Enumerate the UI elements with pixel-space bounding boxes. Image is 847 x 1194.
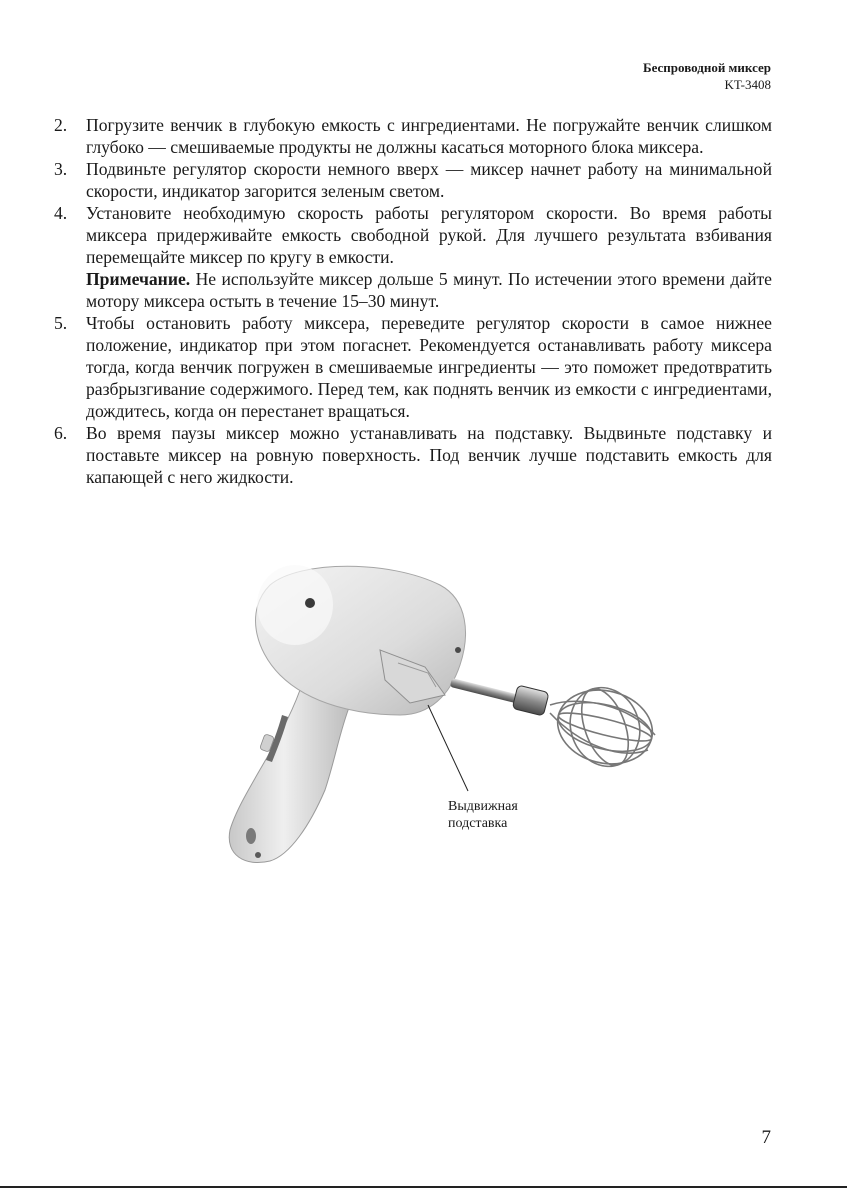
instruction-step	[54, 312, 772, 422]
stand-caption	[448, 798, 518, 832]
product-title: Беспроводной миксер	[643, 60, 771, 75]
note-text: Не используйте миксер дольше 5 минут. По истечении этого времени дайте мотору миксера остыть в течение 15–30 минут.	[86, 269, 772, 311]
document-header	[643, 59, 771, 93]
page-number: 7	[761, 1127, 771, 1148]
whisk-collar	[512, 685, 549, 716]
indicator-icon	[255, 852, 261, 858]
callout-line	[428, 705, 468, 791]
instruction-step	[54, 422, 772, 488]
instruction-step	[54, 114, 772, 158]
model-number: KT-3408	[724, 77, 771, 92]
vent-hole-icon	[305, 598, 315, 608]
mixer-illustration	[200, 555, 670, 875]
caption-line: Выдвижная	[448, 799, 518, 814]
step-number: 5.	[54, 313, 68, 333]
step-note	[86, 268, 772, 312]
step-text: Установите необходимую скорость работы регулятором скорости. Во время работы миксера придерживайте емкость свободной рукой. Для лучшего результата взбивания перемещайте миксер по кругу в емкости.	[86, 203, 772, 267]
whisk	[550, 678, 661, 776]
step-number: 2.	[54, 115, 68, 135]
hand-mixer-image	[200, 555, 670, 875]
caption-line: подставка	[448, 816, 508, 831]
instruction-list	[54, 114, 772, 488]
step-number: 6.	[54, 423, 68, 443]
note-label: Примечание.	[86, 269, 191, 289]
instruction-step	[54, 158, 772, 202]
instruction-step	[54, 202, 772, 312]
charging-port-icon	[246, 828, 256, 844]
step-text: Чтобы остановить работу миксера, переведите регулятор скорости в самое нижнее положение, индикатор при этом погаснет. Рекомендуется останавливать работу миксера тогда, когда венчик погружен в смешиваемые ингредиенты — это поможет предотвратить разбрызгивание содержимого. Перед тем, как поднять венчик из емкости с ингредиентами, дождитесь, когда он перестанет вращаться.	[86, 313, 772, 421]
step-text: Погрузите венчик в глубокую емкость с ингредиентами. Не погружайте венчик слишком глубоко — смешиваемые продукты не должны касаться моторного блока миксера.	[86, 115, 772, 157]
step-number: 3.	[54, 159, 68, 179]
page-bottom-rule	[0, 1186, 847, 1188]
step-text: Во время паузы миксер можно устанавливать на подставку. Выдвиньте подставку и поставьте миксер на ровную поверхность. Под венчик лучше подставить емкость для капающей с него жидкости.	[86, 423, 772, 487]
step-text: Подвиньте регулятор скорости немного вверх — миксер начнет работу на минимальной скорости, индикатор загорится зеленым светом.	[86, 159, 772, 201]
step-number: 4.	[54, 203, 68, 223]
mixer-shaft	[450, 678, 522, 704]
vent-hole-icon	[455, 647, 461, 653]
